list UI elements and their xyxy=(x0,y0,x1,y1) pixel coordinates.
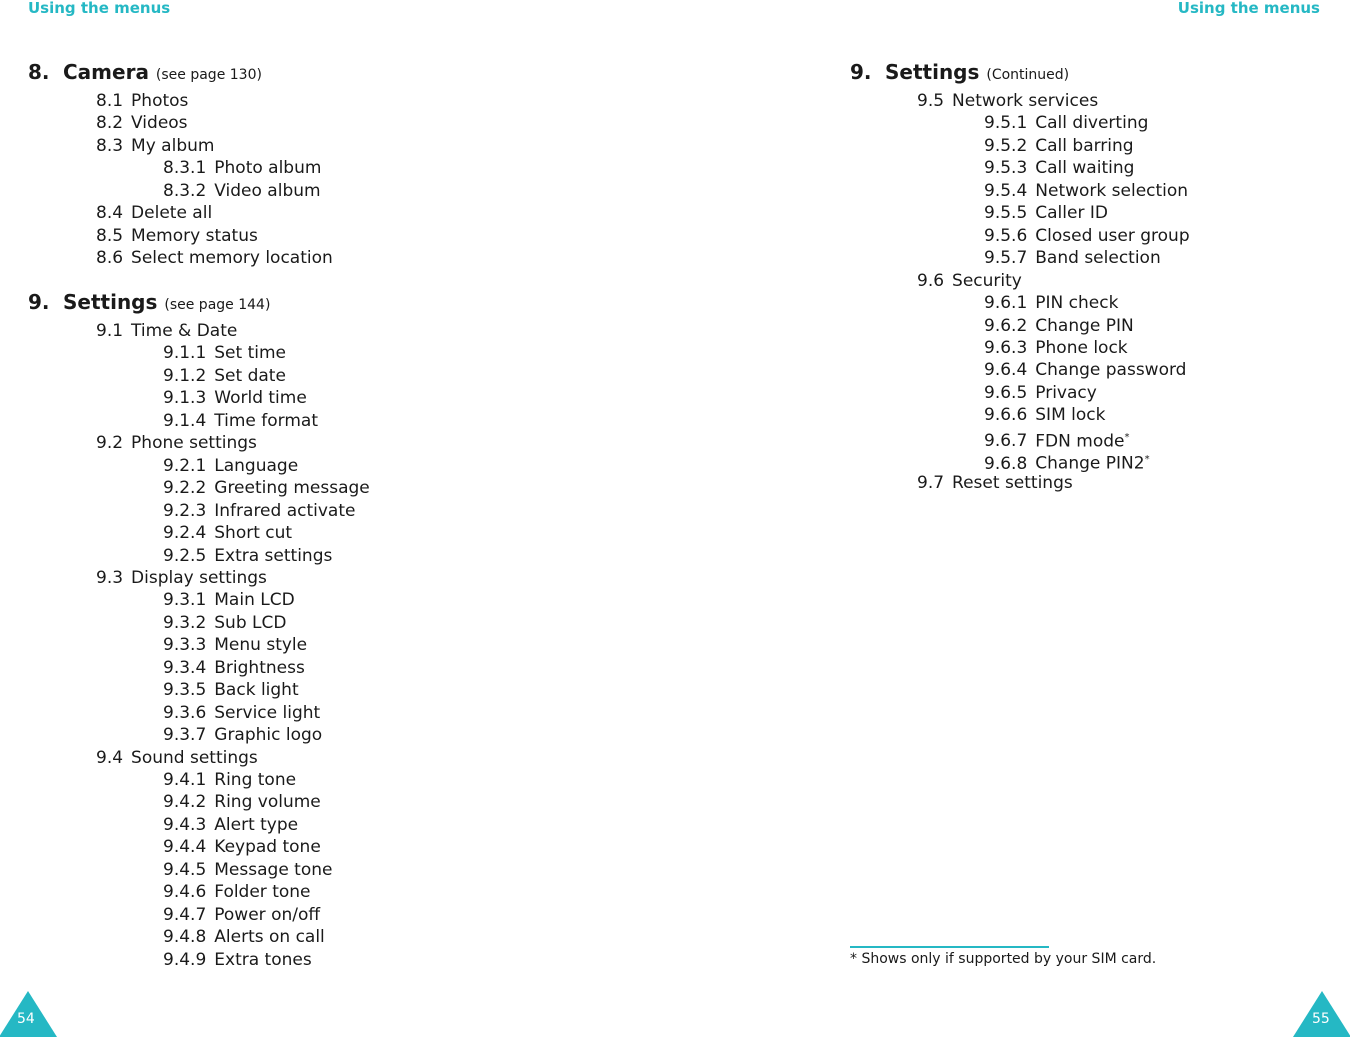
menu-item-label: Language xyxy=(214,455,299,476)
menu-item-label: Video album xyxy=(214,180,321,201)
menu-item-label: Change password xyxy=(1035,360,1187,381)
menu-item-label: Main LCD xyxy=(214,590,295,611)
section-label: Camera xyxy=(63,60,156,84)
menu-item-number: 9.3.6 xyxy=(163,702,207,723)
menu-item-label: Greeting message xyxy=(214,478,370,499)
menu-item xyxy=(163,387,307,410)
page-number-right: 55 xyxy=(1312,1011,1330,1027)
section-number: 9. xyxy=(850,60,872,84)
menu-item-label: Memory status xyxy=(131,225,258,246)
menu-item-label: Time & Date xyxy=(131,321,238,341)
menu-item-number: 9.6.6 xyxy=(984,405,1028,426)
menu-item-label: Closed user group xyxy=(1035,225,1190,246)
section-label: Settings xyxy=(63,290,165,314)
menu-item-label: Network selection xyxy=(1035,180,1189,201)
menu-item-label: PIN check xyxy=(1035,293,1119,314)
menu-item xyxy=(984,247,1161,270)
menu-item-number: 9.3.2 xyxy=(163,612,207,633)
menu-item-number: 9.1.2 xyxy=(163,365,207,386)
menu-item-label: Call diverting xyxy=(1035,113,1149,134)
menu-item xyxy=(984,112,1148,135)
menu-item xyxy=(163,657,305,680)
menu-item-label: Delete all xyxy=(131,203,213,224)
menu-item-number: 9.4.9 xyxy=(163,949,207,970)
menu-item-label: Time format xyxy=(214,410,318,431)
menu-item-number: 8.6 xyxy=(96,248,124,269)
menu-item xyxy=(96,135,214,158)
menu-item-number: 9.2.4 xyxy=(163,523,207,544)
section-title xyxy=(28,60,262,87)
menu-item-number: 9.6.4 xyxy=(984,360,1028,381)
menu-item-number: 9.5.4 xyxy=(984,180,1028,201)
menu-item xyxy=(984,202,1108,225)
menu-item-label: Alerts on call xyxy=(214,927,325,948)
menu-item-number: 8.5 xyxy=(96,225,124,246)
menu-item-number: 9.7 xyxy=(917,472,945,493)
menu-item-number: 9.4.2 xyxy=(163,792,207,813)
menu-item-number: 9.5.6 xyxy=(984,225,1028,246)
menu-item xyxy=(984,337,1128,360)
menu-item-number: 9.5.1 xyxy=(984,113,1028,134)
menu-item-label: Set time xyxy=(214,343,286,364)
menu-item-number: 9.6.7 xyxy=(984,431,1028,452)
menu-item-label: Ring tone xyxy=(214,770,297,790)
footnote-marker: * xyxy=(1144,454,1150,466)
menu-item xyxy=(163,365,286,388)
menu-item-label: SIM lock xyxy=(1035,405,1106,426)
menu-item-number: 9.2.5 xyxy=(163,545,207,566)
menu-item-label: Short cut xyxy=(214,523,293,544)
menu-item xyxy=(984,225,1190,248)
menu-item xyxy=(163,791,321,814)
menu-item-number: 8.1 xyxy=(96,91,124,111)
menu-item-label: Band selection xyxy=(1035,248,1161,269)
menu-item xyxy=(163,500,355,523)
menu-item xyxy=(96,112,188,135)
menu-item-label: Call barring xyxy=(1035,135,1134,156)
menu-item xyxy=(163,702,320,725)
menu-item-label: Brightness xyxy=(214,657,305,678)
menu-item-number: 8.3.1 xyxy=(163,158,207,179)
menu-item-label: Phone lock xyxy=(1035,337,1128,358)
menu-item-label: Extra tones xyxy=(214,949,312,970)
menu-item xyxy=(984,359,1186,382)
menu-item-number: 9.6.1 xyxy=(984,293,1028,314)
menu-item-number: 9.1.1 xyxy=(163,343,207,364)
menu-item xyxy=(163,612,286,635)
menu-item-number: 9.3.7 xyxy=(163,725,207,746)
menu-item-number: 9.4.1 xyxy=(163,770,207,790)
menu-item xyxy=(163,679,299,702)
menu-item-number: 9.5.3 xyxy=(984,158,1028,179)
menu-item-label: Photos xyxy=(131,91,189,111)
section-number: 8. xyxy=(28,60,50,84)
right-page xyxy=(675,0,1350,1037)
menu-item-label: Alert type xyxy=(214,814,299,835)
menu-item-label: Reset settings xyxy=(952,472,1073,493)
menu-item-label: World time xyxy=(214,388,307,409)
section-ref: (Continued) xyxy=(986,67,1070,83)
menu-item-label: Folder tone xyxy=(214,882,311,903)
menu-item-number: 9.6.2 xyxy=(984,315,1028,336)
menu-item-number: 9.3.4 xyxy=(163,657,207,678)
menu-item xyxy=(163,410,318,433)
menu-item-label: Extra settings xyxy=(214,545,333,566)
menu-item-number: 9.5 xyxy=(917,91,945,111)
menu-item-number: 9.4.8 xyxy=(163,927,207,948)
menu-item-label: Set date xyxy=(214,365,286,386)
menu-item xyxy=(96,432,257,455)
menu-item xyxy=(96,747,258,770)
menu-item xyxy=(163,881,311,904)
menu-item-label: Videos xyxy=(131,113,188,134)
menu-item xyxy=(163,814,298,837)
menu-item xyxy=(163,836,321,859)
menu-item-number: 9.6.3 xyxy=(984,337,1028,358)
menu-item-label: Service light xyxy=(214,702,321,723)
menu-item-label: My album xyxy=(131,135,215,156)
menu-item-label: Graphic logo xyxy=(214,725,323,746)
menu-item xyxy=(96,90,188,113)
menu-item-number: 8.2 xyxy=(96,113,124,134)
running-head-left: Using the menus xyxy=(28,0,171,17)
menu-item xyxy=(984,180,1188,203)
menu-item-label: Back light xyxy=(214,680,299,701)
menu-item xyxy=(96,247,333,270)
menu-item-label: Ring volume xyxy=(214,792,321,813)
menu-item xyxy=(163,949,312,972)
menu-item-label: Network services xyxy=(952,91,1099,111)
menu-item-number: 9.2 xyxy=(96,433,124,454)
menu-item-number: 9.5.5 xyxy=(984,203,1028,224)
menu-item-number: 9.2.3 xyxy=(163,500,207,521)
menu-item xyxy=(984,157,1134,180)
menu-item-label: Change PIN2 xyxy=(1035,453,1145,474)
menu-item xyxy=(96,202,212,225)
footnote-marker: * xyxy=(1124,431,1130,443)
menu-item xyxy=(984,292,1118,315)
menu-item-number: 9.4.6 xyxy=(163,882,207,903)
menu-item xyxy=(917,90,1098,113)
menu-item xyxy=(163,477,370,500)
menu-item xyxy=(96,320,237,343)
running-head-right: Using the menus xyxy=(1177,0,1320,17)
menu-item xyxy=(163,724,322,747)
section-ref: (see page 130) xyxy=(155,67,262,83)
menu-item-label: Photo album xyxy=(214,158,322,179)
menu-item-number: 9.4.7 xyxy=(163,904,207,925)
menu-item xyxy=(984,135,1134,158)
menu-item-number: 9.4 xyxy=(96,747,124,768)
menu-item-label: Power on/off xyxy=(214,904,321,925)
section-ref: (see page 144) xyxy=(164,297,271,313)
menu-item xyxy=(163,522,292,545)
menu-item xyxy=(163,904,320,927)
menu-item-number: 9.5.7 xyxy=(984,248,1028,269)
menu-item-label: Sound settings xyxy=(131,747,258,768)
menu-item-label: Message tone xyxy=(214,859,333,880)
menu-item xyxy=(96,567,267,590)
page-number-left: 54 xyxy=(17,1011,35,1027)
menu-item-number: 9.3.3 xyxy=(163,635,207,656)
menu-item-label: Infrared activate xyxy=(214,500,356,521)
menu-item-number: 8.4 xyxy=(96,203,124,224)
menu-item-label: Caller ID xyxy=(1035,203,1108,224)
menu-item-label: Call waiting xyxy=(1035,158,1135,179)
menu-item xyxy=(163,180,321,203)
menu-item xyxy=(163,769,296,792)
menu-item-label: Privacy xyxy=(1035,382,1097,403)
menu-item-label: Menu style xyxy=(214,635,308,656)
menu-item-number: 8.3 xyxy=(96,135,124,156)
menu-item-label: Change PIN xyxy=(1035,315,1134,336)
menu-item-number: 9.3.1 xyxy=(163,590,207,611)
section-title xyxy=(850,60,1069,87)
menu-item-label: Security xyxy=(952,270,1022,291)
menu-item-number: 9.2.2 xyxy=(163,478,207,499)
menu-item-number: 9.5.2 xyxy=(984,135,1028,156)
menu-item-number: 9.4.3 xyxy=(163,814,207,835)
menu-item-label: FDN mode xyxy=(1035,431,1125,452)
menu-item xyxy=(163,545,332,568)
menu-item-number: 9.3 xyxy=(96,567,124,588)
menu-item xyxy=(163,342,286,365)
menu-item xyxy=(163,157,321,180)
menu-item xyxy=(984,382,1097,405)
menu-item-number: 9.6 xyxy=(917,270,945,291)
menu-item-label: Phone settings xyxy=(131,433,257,454)
menu-item xyxy=(163,859,332,882)
menu-item xyxy=(163,455,298,478)
menu-item-number: 8.3.2 xyxy=(163,180,207,201)
menu-item-number: 9.1 xyxy=(96,321,124,341)
menu-item-number: 9.4.5 xyxy=(163,859,207,880)
menu-item xyxy=(163,589,295,612)
footnote-rule xyxy=(850,946,1049,948)
menu-item-label: Sub LCD xyxy=(214,612,287,633)
menu-item-number: 9.1.4 xyxy=(163,410,207,431)
footnote: * Shows only if supported by your SIM card. xyxy=(850,951,1157,967)
menu-item xyxy=(163,926,325,949)
menu-item-number: 9.3.5 xyxy=(163,680,207,701)
menu-item-number: 9.4.4 xyxy=(163,837,207,858)
menu-item-label: Keypad tone xyxy=(214,837,321,858)
menu-item xyxy=(917,270,1022,293)
menu-item xyxy=(163,634,307,657)
menu-item xyxy=(984,315,1134,338)
menu-item-label: Display settings xyxy=(131,567,267,588)
menu-item xyxy=(96,225,258,248)
section-number: 9. xyxy=(28,290,50,314)
menu-item-label: Select memory location xyxy=(131,248,333,269)
menu-item xyxy=(984,404,1105,427)
section-label: Settings xyxy=(885,60,987,84)
section-title xyxy=(28,290,270,317)
menu-item xyxy=(917,472,1073,495)
menu-item-number: 9.1.3 xyxy=(163,388,207,409)
menu-item-number: 9.2.1 xyxy=(163,455,207,476)
menu-item-number: 9.6.5 xyxy=(984,382,1028,403)
menu-item-number: 9.6.8 xyxy=(984,453,1028,474)
